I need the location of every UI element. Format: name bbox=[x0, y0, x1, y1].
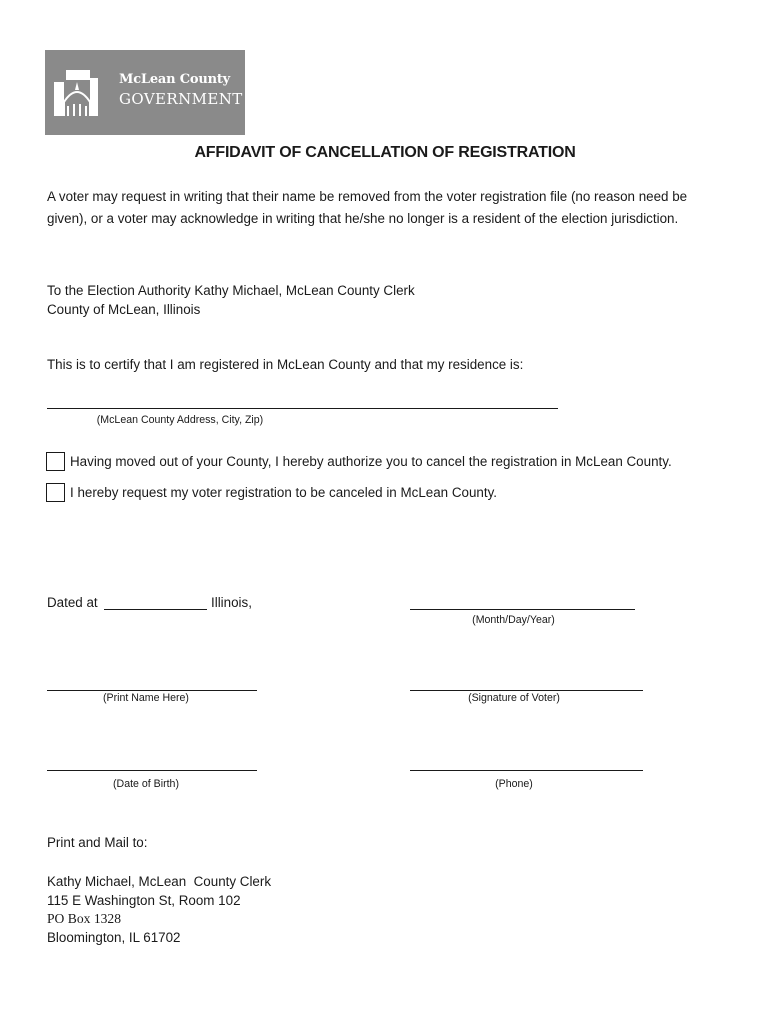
dated-at-label: Dated at bbox=[47, 595, 98, 610]
moved-out-label: Having moved out of your County, I hereby authorize you to cancel the registration in McLean County. bbox=[70, 454, 672, 469]
print-name-field[interactable] bbox=[47, 690, 257, 691]
date-of-birth-field[interactable] bbox=[47, 770, 257, 771]
moved-out-checkbox[interactable] bbox=[46, 452, 65, 471]
logo-text-line1: McLean County bbox=[119, 72, 230, 87]
mail-address-line4: Bloomington, IL 61702 bbox=[47, 930, 181, 945]
residence-caption: (McLean County Address, City, Zip) bbox=[96, 414, 264, 426]
dated-at-city-field[interactable] bbox=[104, 609, 207, 610]
form-title: AFFIDAVIT OF CANCELLATION OF REGISTRATION bbox=[194, 144, 576, 161]
mail-address-line3: PO Box 1328 bbox=[47, 911, 122, 926]
mail-heading: Print and Mail to: bbox=[47, 835, 148, 850]
signature-field[interactable] bbox=[410, 690, 643, 691]
dated-illinois-label: Illinois, bbox=[211, 595, 252, 610]
county-logo bbox=[45, 50, 245, 135]
addressee-line2: County of McLean, Illinois bbox=[47, 302, 201, 317]
phone-field[interactable] bbox=[410, 770, 643, 771]
phone-caption: (Phone) bbox=[495, 778, 533, 790]
residence-address-field[interactable] bbox=[47, 408, 558, 409]
cancel-request-label: I hereby request my voter registration to be canceled in McLean County. bbox=[70, 485, 497, 500]
signature-caption: (Signature of Voter) bbox=[468, 692, 560, 704]
date-caption: (Month/Day/Year) bbox=[472, 614, 555, 626]
certify-statement: This is to certify that I am registered in McLean County and that my residence is: bbox=[47, 357, 524, 372]
date-of-birth-caption: (Date of Birth) bbox=[113, 778, 179, 790]
intro-paragraph: A voter may request in writing that their name be removed from the voter registration file (no reason need be given), or a voter may acknowledge in writing that he/she no longer is a resident of the election jurisdiction. bbox=[47, 189, 688, 226]
print-name-caption: (Print Name Here) bbox=[103, 692, 189, 704]
cancel-request-checkbox[interactable] bbox=[46, 483, 65, 502]
date-field[interactable] bbox=[410, 609, 635, 610]
addressee-line1: To the Election Authority Kathy Michael, McLean County Clerk bbox=[47, 283, 415, 298]
courthouse-icon bbox=[50, 68, 116, 118]
mail-address-line2: 115 E Washington St, Room 102 bbox=[47, 893, 241, 908]
mail-address-line1: Kathy Michael, McLean County Clerk bbox=[47, 874, 272, 889]
logo-text-line2: GOVERNMENT bbox=[119, 90, 243, 108]
